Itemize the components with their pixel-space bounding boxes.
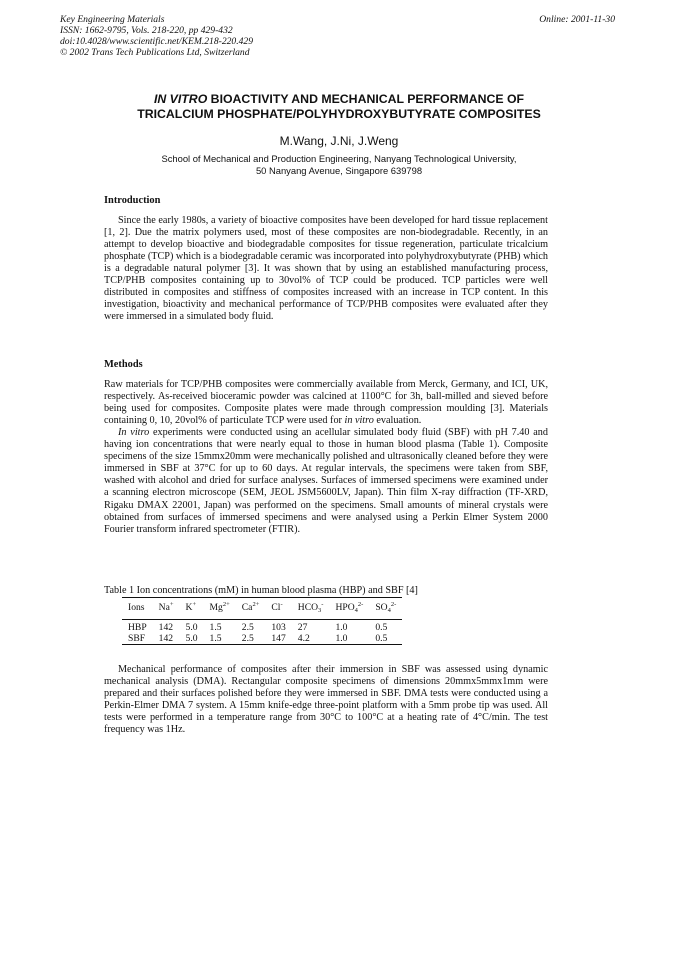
table-header-cell: Cl- xyxy=(265,598,291,620)
affiliation-line-2: 50 Nanyang Avenue, Singapore 639798 xyxy=(255,165,423,176)
table-cell: 5.0 xyxy=(180,620,204,634)
methods-heading: Methods xyxy=(104,359,143,370)
publication-info xyxy=(60,14,253,58)
journal-name: Key Engineering Materials xyxy=(60,14,165,25)
table-cell: 147 xyxy=(265,633,291,645)
table-cell: 1.0 xyxy=(329,633,369,645)
introduction-paragraph: Since the early 1980s, a variety of bioactive composites have been developed for hard tissue replacement [1, 2]. Due the matrix polymers used, most of these composites are non-biodegradable. Recently, in an attempt to develop bioactive and biodegradable composites for tissue regeneration, particulate tricalcium phosphate (TCP) which is a biodegradable ceramic was incorporated into polyhydroxybutyrate (PHB) which is a degradable natural polymer [3]. It was shown that by using an established manufacturing process, TCP/PHB composites containing up to 30vol% of TCP could be produced. TCP particles were well distributed in composites and stiffness of composites increased with an increase in TCP content. In this investigation, bioactivity and mechanical performance of TCP/PHB composites were evaluated after they were immersed in a simulated body fluid. xyxy=(104,215,548,323)
methods-p1-end: evaluation. xyxy=(373,415,422,427)
dma-section xyxy=(104,664,548,736)
table-header-cell: K+ xyxy=(180,598,204,620)
methods-p1-text: Raw materials for TCP/PHB composites were commercially available from Merck, Germany, and ICI, UK, respectively. As-received bioceramic powder was calcined at 1100°C for 3h, ball-milled and sieved before being used for composites. Composite plates were made through compression moulding [3]. Materials containing 0, 10, 20vol% of particulate TCP were used for xyxy=(104,379,548,427)
table-cell: 0.5 xyxy=(369,620,402,634)
table-header-cell: $Mg^{2+}$ xyxy=(204,598,236,620)
table-header-cell: $SO_4^{2-}$ xyxy=(369,598,402,620)
methods-section xyxy=(104,359,548,536)
table-header-row xyxy=(122,598,402,620)
ion-concentration-table xyxy=(122,597,402,645)
affiliation xyxy=(60,153,618,177)
table-caption: Table 1 Ion concentrations (mM) in human blood plasma (HBP) and SBF [4] xyxy=(104,585,418,596)
introduction-section xyxy=(104,195,548,323)
table-cell: 142 xyxy=(153,633,180,645)
methods-p2-text: experiments were conducted using an acellular simulated body fluid (SBF) with pH 7.40 and having ion concentrations that were nearly equal to those in human blood plasma (Table 1). Composite specimens of the size 15mmx20mm were mechanically polished and ultrasonically cleaned before they were immersed in SBF at 37°C for up to 60 days. At regular intervals, the specimens were taken from SBF, washed with alcohol and dried for surface analyses. Surfaces of immersed specimens were examined under a scanning electron microscope (SEM, JEOL JSM5600LV, Japan). Thin film X-ray diffraction (TF-XRD, Rigaku DMAX 22001, Japan) was performed on the specimens. Small amounts of mineral crystals were obtained from surfaces of immersed specimens and were analysed using a Perkin Elmer System 2000 Fourier transform infrared spectrometer (FTIR). xyxy=(104,427,548,535)
copyright-line: © 2002 Trans Tech Publications Ltd, Switzerland xyxy=(60,47,250,58)
paper-title xyxy=(60,92,618,122)
introduction-heading: Introduction xyxy=(104,195,161,206)
table-cell: SBF xyxy=(122,633,153,645)
table-header-cell: $HPO_4^{2-}$ xyxy=(329,598,369,620)
table-cell: 2.5 xyxy=(236,620,266,634)
table-cell: 4.2 xyxy=(292,633,330,645)
table-cell: 0.5 xyxy=(369,633,402,645)
table-header-cell: $Ca^{2+}$ xyxy=(236,598,266,620)
methods-paragraph-3: Mechanical performance of composites after their immersion in SBF was assessed using dynamic mechanical analysis (DMA). Rectangular composite specimens of dimensions 20mmx5mmx1mm were prepared and their surfaces polished before they were immersed in SBF. DMA tests were conducted using a Perkin-Elmer DMA 7 system. A 15mm knife-edge three-point platform with a 5mm probe tip was used. All tests were performed in a temperature range from 30°C to 100°C at a heating rate of 4°C/min. The test frequency was 1Hz. xyxy=(104,664,548,736)
methods-p1-italic: in vitro xyxy=(344,415,374,427)
table-cell: 142 xyxy=(153,620,180,634)
table-cell: 1.5 xyxy=(204,620,236,634)
methods-paragraph-1 xyxy=(104,379,548,427)
doi-line: doi:10.4028/www.scientific.net/KEM.218-220.429 xyxy=(60,36,254,47)
table-cell: 1.0 xyxy=(329,620,369,634)
authors: M.Wang, J.Ni, J.Weng xyxy=(279,134,399,148)
affiliation-line-1: School of Mechanical and Production Engineering, Nanyang Technological University, xyxy=(161,153,517,164)
issn-line: ISSN: 1662-9795, Vols. 218-220, pp 429-432 xyxy=(60,25,233,36)
table-cell: 2.5 xyxy=(236,633,266,645)
title-line-2: TRICALCIUM PHOSPHATE/POLYHYDROXYBUTYRATE COMPOSITES xyxy=(137,107,541,121)
table-header-cell: Ions xyxy=(122,598,153,620)
table-cell: 27 xyxy=(292,620,330,634)
table-header-cell: $HCO_3^-$ xyxy=(292,598,330,620)
table-header-cell: Na+ xyxy=(153,598,180,620)
table-cell: 1.5 xyxy=(204,633,236,645)
table-row xyxy=(122,620,402,634)
title-line-1-rest: BIOACTIVITY AND MECHANICAL PERFORMANCE OF xyxy=(207,92,525,106)
title-italic-part: IN VITRO xyxy=(153,92,208,106)
title-line-1 xyxy=(60,92,618,107)
table-cell: HBP xyxy=(122,620,153,634)
methods-paragraph-2 xyxy=(104,427,548,535)
table-cell: 103 xyxy=(265,620,291,634)
table-row xyxy=(122,633,402,645)
online-date: Online: 2001-11-30 xyxy=(539,14,615,25)
table-cell: 5.0 xyxy=(180,633,204,645)
methods-p2-italic: In vitro xyxy=(118,427,150,439)
